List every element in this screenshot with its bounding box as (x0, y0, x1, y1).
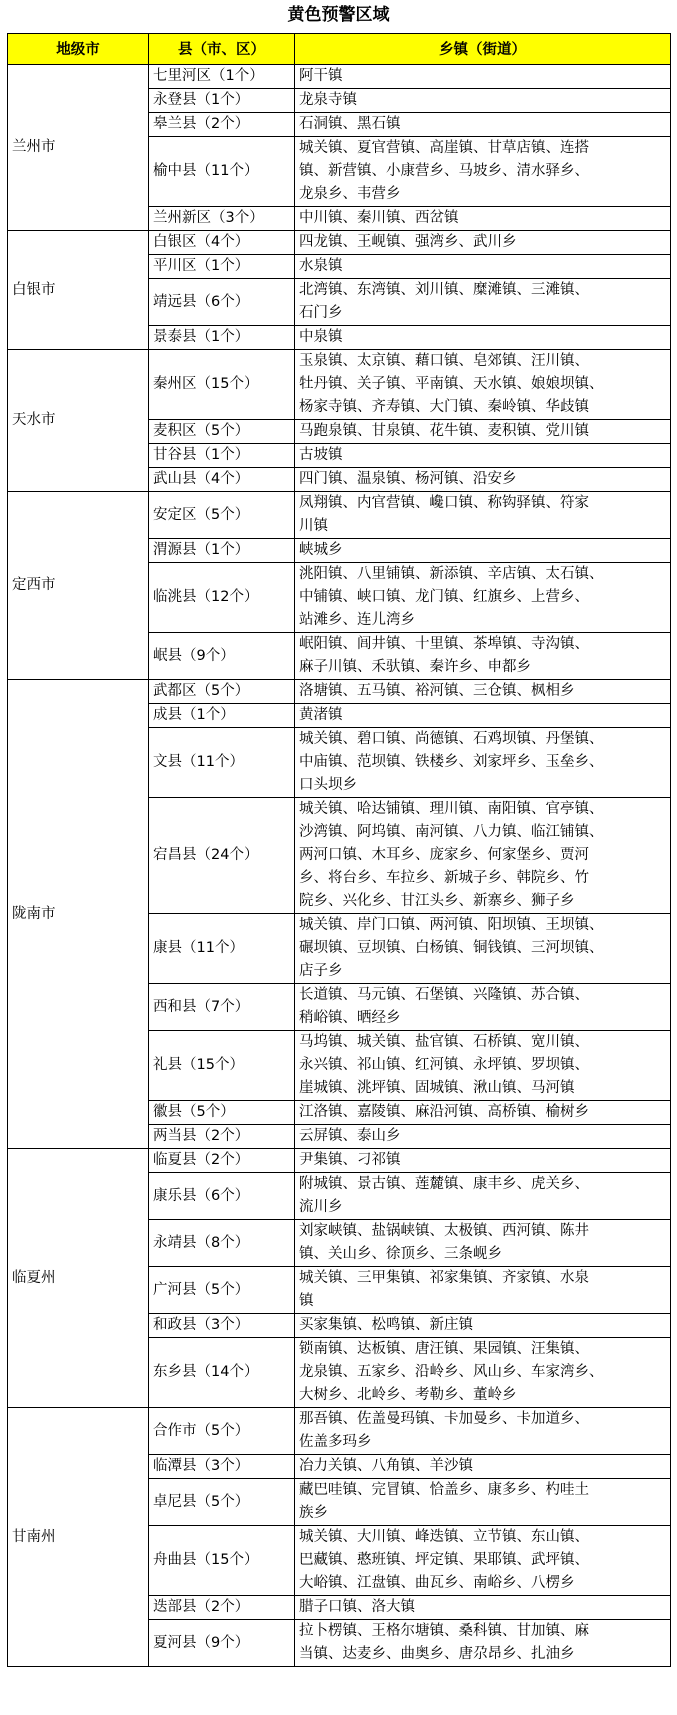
towns-cell: 城关镇、碧口镇、尚德镇、石鸡坝镇、丹堡镇、 中庙镇、范坝镇、铁楼乡、刘家坪乡、玉垒乡、 口头坝乡 (295, 728, 671, 798)
city-cell: 天水市 (8, 350, 149, 492)
table-row (8, 65, 671, 89)
table-row (8, 1408, 671, 1455)
city-cell: 定西市 (8, 492, 149, 680)
county-cell: 成县（1个） (149, 704, 295, 728)
towns-cell: 黄渚镇 (295, 704, 671, 728)
warning-table (7, 33, 671, 1667)
towns-cell: 冶力关镇、八角镇、羊沙镇 (295, 1455, 671, 1479)
header-towns: 乡镇（街道） (295, 34, 671, 65)
towns-cell: 刘家峡镇、盐锅峡镇、太极镇、西河镇、陈井 镇、关山乡、徐顶乡、三条岘乡 (295, 1220, 671, 1267)
county-cell: 广河县（5个） (149, 1267, 295, 1314)
county-cell: 七里河区（1个） (149, 65, 295, 89)
county-cell: 康县（11个） (149, 914, 295, 984)
towns-cell: 玉泉镇、太京镇、藉口镇、皂郊镇、汪川镇、 牡丹镇、关子镇、平南镇、天水镇、娘娘坝镇、 杨家寺镇、齐寿镇、大门镇、秦岭镇、华歧镇 (295, 350, 671, 420)
county-cell: 白银区（4个） (149, 231, 295, 255)
towns-cell: 附城镇、景古镇、莲麓镇、康丰乡、虎关乡、 流川乡 (295, 1173, 671, 1220)
county-cell: 榆中县（11个） (149, 137, 295, 207)
table-row (8, 680, 671, 704)
county-cell: 永登县（1个） (149, 89, 295, 113)
towns-cell: 凤翔镇、内官营镇、巉口镇、称钩驿镇、符家 川镇 (295, 492, 671, 539)
towns-cell: 尹集镇、刁祁镇 (295, 1149, 671, 1173)
towns-cell: 长道镇、马元镇、石堡镇、兴隆镇、苏合镇、 稍峪镇、晒经乡 (295, 984, 671, 1031)
county-cell: 临夏县（2个） (149, 1149, 295, 1173)
county-cell: 安定区（5个） (149, 492, 295, 539)
towns-cell: 拉卜楞镇、王格尔塘镇、桑科镇、甘加镇、麻 当镇、达麦乡、曲奥乡、唐尕昂乡、扎油乡 (295, 1620, 671, 1667)
towns-cell: 古坡镇 (295, 444, 671, 468)
county-cell: 平川区（1个） (149, 255, 295, 279)
county-cell: 舟曲县（15个） (149, 1526, 295, 1596)
towns-cell: 江洛镇、嘉陵镇、麻沿河镇、高桥镇、榆树乡 (295, 1101, 671, 1125)
county-cell: 武都区（5个） (149, 680, 295, 704)
towns-cell: 中川镇、秦川镇、西岔镇 (295, 207, 671, 231)
city-cell: 兰州市 (8, 65, 149, 231)
towns-cell: 藏巴哇镇、完冒镇、恰盖乡、康多乡、杓哇土 族乡 (295, 1479, 671, 1526)
county-cell: 文县（11个） (149, 728, 295, 798)
towns-cell: 腊子口镇、洛大镇 (295, 1596, 671, 1620)
county-cell: 靖远县（6个） (149, 279, 295, 326)
header-county: 县（市、区） (149, 34, 295, 65)
city-cell: 临夏州 (8, 1149, 149, 1408)
towns-cell: 城关镇、夏官营镇、高崖镇、甘草店镇、连搭 镇、新营镇、小康营乡、马坡乡、清水驿乡、 龙泉乡、韦营乡 (295, 137, 671, 207)
county-cell: 甘谷县（1个） (149, 444, 295, 468)
towns-cell: 云屏镇、泰山乡 (295, 1125, 671, 1149)
towns-cell: 买家集镇、松鸣镇、新庄镇 (295, 1314, 671, 1338)
header-city: 地级市 (8, 34, 149, 65)
county-cell: 秦州区（15个） (149, 350, 295, 420)
county-cell: 永靖县（8个） (149, 1220, 295, 1267)
county-cell: 岷县（9个） (149, 633, 295, 680)
towns-cell: 四门镇、温泉镇、杨河镇、沿安乡 (295, 468, 671, 492)
county-cell: 合作市（5个） (149, 1408, 295, 1455)
county-cell: 康乐县（6个） (149, 1173, 295, 1220)
towns-cell: 锁南镇、达板镇、唐汪镇、果园镇、汪集镇、 龙泉镇、五家乡、沿岭乡、风山乡、车家湾乡、 大树乡、北岭乡、考勒乡、董岭乡 (295, 1338, 671, 1408)
towns-cell: 城关镇、三甲集镇、祁家集镇、齐家镇、水泉 镇 (295, 1267, 671, 1314)
city-cell: 甘南州 (8, 1408, 149, 1667)
county-cell: 两当县（2个） (149, 1125, 295, 1149)
table-body (8, 65, 671, 1667)
towns-cell: 北湾镇、东湾镇、刘川镇、糜滩镇、三滩镇、 石门乡 (295, 279, 671, 326)
page-title: 黄色预警区域 (287, 5, 390, 25)
county-cell: 东乡县（14个） (149, 1338, 295, 1408)
county-cell: 兰州新区（3个） (149, 207, 295, 231)
county-cell: 西和县（7个） (149, 984, 295, 1031)
towns-cell: 峡城乡 (295, 539, 671, 563)
county-cell: 和政县（3个） (149, 1314, 295, 1338)
towns-cell: 马坞镇、城关镇、盐官镇、石桥镇、宽川镇、 永兴镇、祁山镇、红河镇、永坪镇、罗坝镇、 崖城镇、洮坪镇、固城镇、湫山镇、马河镇 (295, 1031, 671, 1101)
county-cell: 宕昌县（24个） (149, 798, 295, 914)
city-cell: 白银市 (8, 231, 149, 350)
header-row (8, 34, 671, 65)
towns-cell: 四龙镇、王岘镇、强湾乡、武川乡 (295, 231, 671, 255)
county-cell: 夏河县（9个） (149, 1620, 295, 1667)
towns-cell: 中泉镇 (295, 326, 671, 350)
towns-cell: 洛塘镇、五马镇、裕河镇、三仓镇、枫相乡 (295, 680, 671, 704)
county-cell: 皋兰县（2个） (149, 113, 295, 137)
county-cell: 麦积区（5个） (149, 420, 295, 444)
county-cell: 景泰县（1个） (149, 326, 295, 350)
county-cell: 迭部县（2个） (149, 1596, 295, 1620)
towns-cell: 城关镇、大川镇、峰迭镇、立节镇、东山镇、 巴藏镇、憨班镇、坪定镇、果耶镇、武坪镇、 大峪镇、江盘镇、曲瓦乡、南峪乡、八楞乡 (295, 1526, 671, 1596)
towns-cell: 洮阳镇、八里铺镇、新添镇、辛店镇、太石镇、 中铺镇、峡口镇、龙门镇、红旗乡、上营乡、 站滩乡、连儿湾乡 (295, 563, 671, 633)
county-cell: 渭源县（1个） (149, 539, 295, 563)
towns-cell: 城关镇、哈达铺镇、理川镇、南阳镇、官亭镇、 沙湾镇、阿坞镇、南河镇、八力镇、临江铺镇、 两河口镇、木耳乡、庞家乡、何家堡乡、贾河 乡、将台乡、车拉乡、新城子乡、韩院乡、竹 院乡、兴化乡、甘江头乡、新寨乡、狮子乡 (295, 798, 671, 914)
county-cell: 武山县（4个） (149, 468, 295, 492)
table-row (8, 1149, 671, 1173)
county-cell: 临洮县（12个） (149, 563, 295, 633)
county-cell: 临潭县（3个） (149, 1455, 295, 1479)
towns-cell: 阿干镇 (295, 65, 671, 89)
table-row (8, 350, 671, 420)
county-cell: 徽县（5个） (149, 1101, 295, 1125)
city-cell: 陇南市 (8, 680, 149, 1149)
county-cell: 礼县（15个） (149, 1031, 295, 1101)
table-row (8, 492, 671, 539)
towns-cell: 岷阳镇、闾井镇、十里镇、茶埠镇、寺沟镇、 麻子川镇、禾驮镇、秦许乡、申都乡 (295, 633, 671, 680)
towns-cell: 城关镇、岸门口镇、两河镇、阳坝镇、王坝镇、 碾坝镇、豆坝镇、白杨镇、铜钱镇、三河坝镇、 店子乡 (295, 914, 671, 984)
towns-cell: 石洞镇、黑石镇 (295, 113, 671, 137)
towns-cell: 水泉镇 (295, 255, 671, 279)
towns-cell: 马跑泉镇、甘泉镇、花牛镇、麦积镇、党川镇 (295, 420, 671, 444)
towns-cell: 龙泉寺镇 (295, 89, 671, 113)
towns-cell: 那吾镇、佐盖曼玛镇、卡加曼乡、卡加道乡、 佐盖多玛乡 (295, 1408, 671, 1455)
table-row (8, 231, 671, 255)
county-cell: 卓尼县（5个） (149, 1479, 295, 1526)
